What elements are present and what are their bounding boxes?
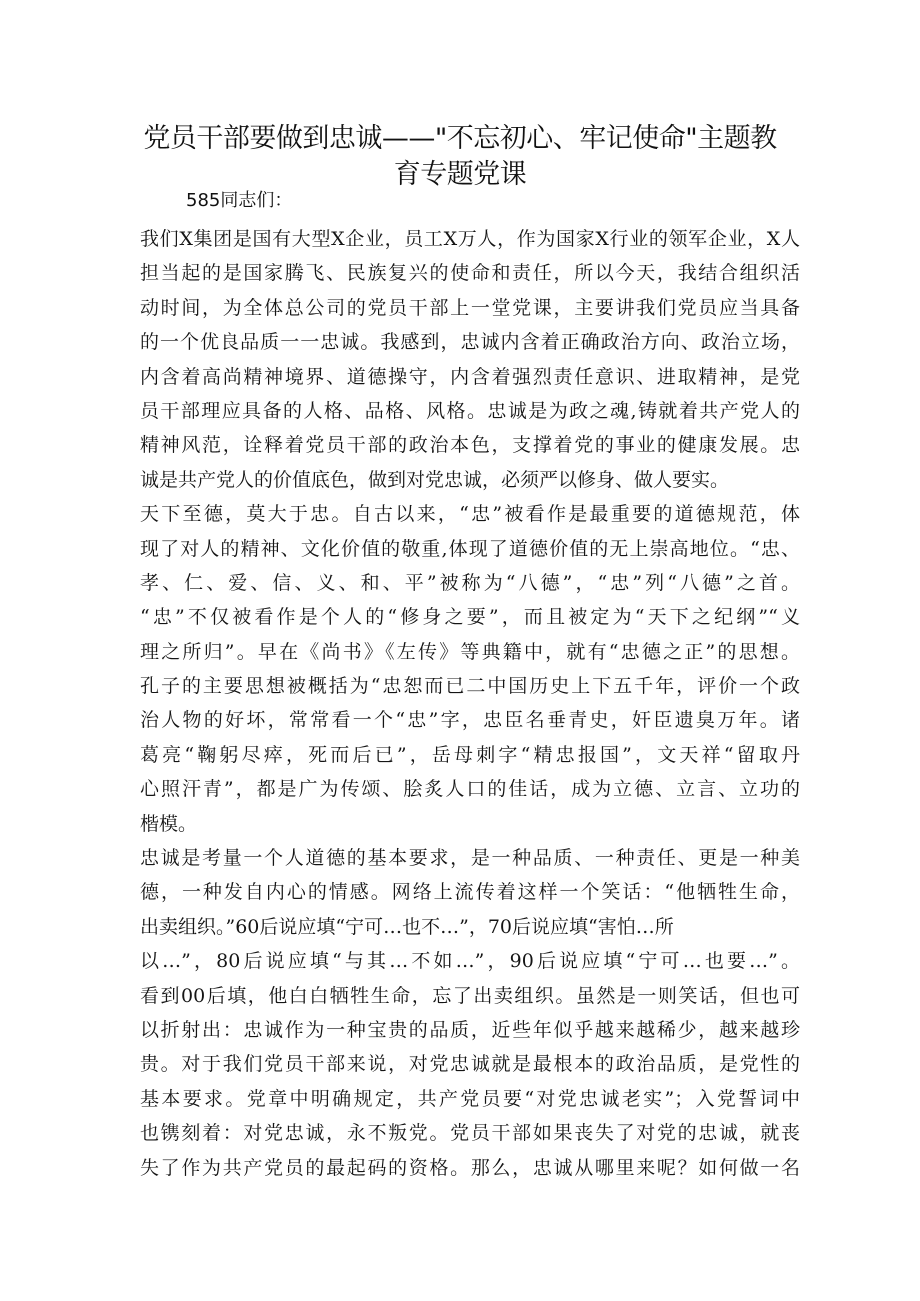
body-line: 现了对人的精神、文化价值的敬重,体现了道德价值的无上崇高地位。“忠、	[140, 537, 800, 560]
body-line: 担当起的是国家腾飞、民族复兴的使命和责任，所以今天，我结合组织活	[140, 262, 800, 285]
body-line: 内含着高尚精神境界、道德操守，内含着强烈责任意识、进取精神，是党	[140, 365, 800, 388]
body-line: 理之所归”。早在《尚书》《左传》等典籍中，就有“忠德之正”的思想。	[140, 640, 800, 663]
document-title-line-2: 育专题党课	[393, 159, 527, 190]
body-line: 孝、仁、爱、信、义、和、平”被称为“八德”，“忠”列“八德”之首。	[140, 571, 800, 594]
body-line: “忠”不仅被看作是个人的“修身之要”，而且被定为“天下之纪纲”“义	[140, 606, 800, 629]
greeting: 585同志们：	[186, 190, 293, 211]
body-line: 葛亮“鞠躬尽瘁，死而后已”，岳母刺字“精忠报国”，文天祥“留取丹	[140, 743, 800, 766]
body-line: 贵。对于我们党员干部来说，对党忠诚就是最根本的政治品质，是党性的	[140, 1053, 800, 1076]
body-line: 我们X集团是国有大型X企业，员工X万人，作为国家X行业的领军企业，X人	[140, 228, 800, 250]
body-line: 以…”，80后说应填“与其…不如…”，90后说应填“宁可…也要…”。	[140, 950, 800, 973]
document-body	[140, 222, 800, 1185]
body-line: 治人物的好坏，常常看一个“忠”字，忠臣名垂青史，奸臣遗臭万年。诸	[140, 709, 800, 732]
body-line: 德，一种发自内心的情感。网络上流传着这样一个笑话：“他牺牲生命，	[140, 881, 800, 904]
body-line: 基本要求。党章中明确规定，共产党员要“对党忠诚老实”；入党誓词中	[140, 1087, 800, 1110]
body-line: 看到00后填，他白白牺牲生命，忘了出卖组织。虽然是一则笑话，但也可	[140, 984, 800, 1007]
body-line: 心照汗青”，都是广为传颂、脍炙人口的佳话，成为立德、立言、立功的	[140, 778, 800, 801]
body-line: 诚是共产党人的价值底色，做到对党忠诚，必须严以修身、做人要实。	[140, 468, 730, 491]
body-line: 以折射出：忠诚作为一种宝贵的品质，近些年似乎越来越稀少，越来越珍	[140, 1018, 800, 1041]
body-line: 员干部理应具备的人格、品格、风格。忠诚是为政之魂,铸就着共产党人的	[140, 399, 800, 422]
body-line: 忠诚是考量一个人道德的基本要求，是一种品质、一种责任、更是一种美	[140, 847, 800, 870]
body-line: 的一个优良品质一一忠诚。我感到，忠诚内含着正确政治方向、政治立场，	[140, 331, 800, 354]
body-line: 动时间，为全体总公司的党员干部上一堂党课，主要讲我们党员应当具备	[140, 296, 800, 319]
body-line: 楷模。	[140, 812, 198, 835]
body-line: 失了作为共产党员的最起码的资格。那么，忠诚从哪里来呢？如何做一名	[140, 1156, 800, 1179]
body-line: 出卖组织。”60后说应填“宁可…也不…”，70后说应填“害怕…所	[140, 915, 674, 938]
body-line: 也镌刻着：对党忠诚，永不叛党。党员干部如果丧失了对党的忠诚，就丧	[140, 1122, 800, 1145]
body-line: 孔子的主要思想被概括为“忠恕而已二中国历史上下五千年，评价一个政	[140, 675, 800, 698]
document-title-line-1: 党员干部要做到忠诚——"不忘初心、牢记使命"主题教	[143, 123, 777, 154]
body-line: 精神风范，诠释着党员干部的政治本色，支撑着党的事业的健康发展。忠	[140, 434, 800, 457]
body-line: 天下至德，莫大于忠。自古以来，“忠”被看作是最重要的道德规范，体	[140, 503, 800, 526]
